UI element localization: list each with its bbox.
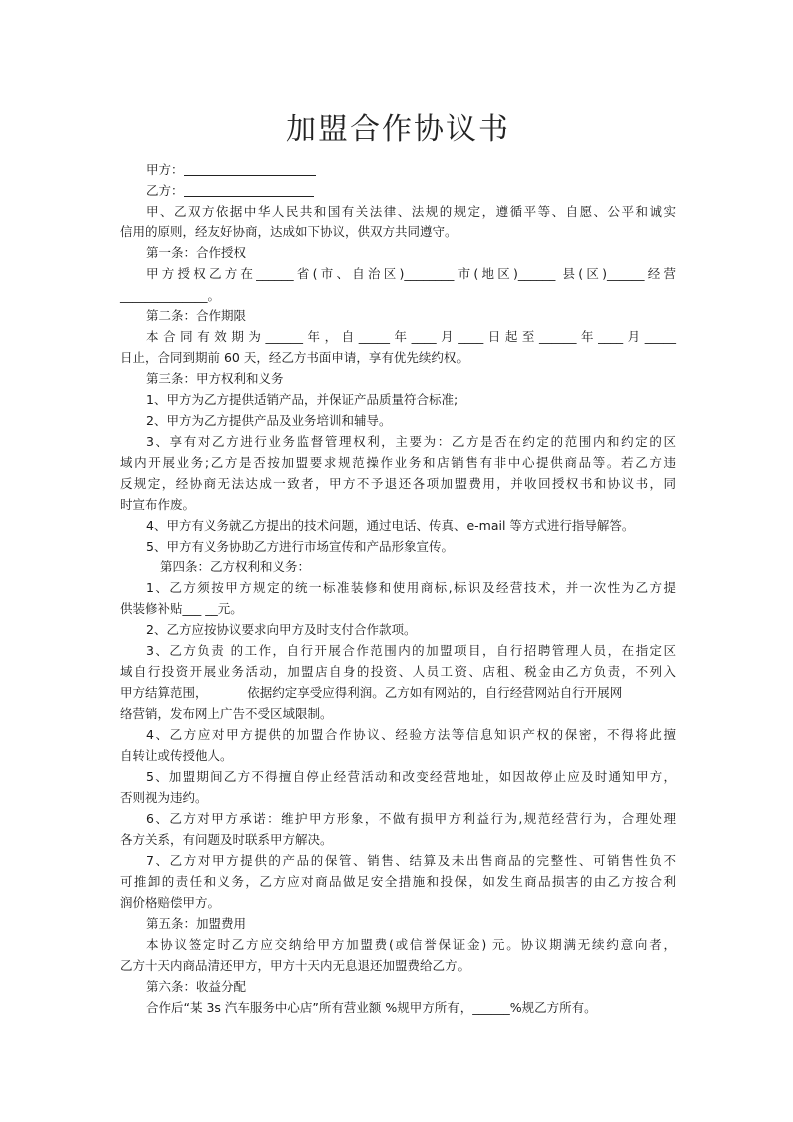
article-4-item-6-cont: 各方关系，有问题及时联系甲方解决。 xyxy=(120,832,333,847)
article-2-text: 本合同有效期为______年，自_____年____月____日起至______年____月_____ xyxy=(146,329,676,344)
article-3-item-4: 4、甲方有义务就乙方提出的技术问题，通过电话、传真、e-mail 等方式进行指导解答。 xyxy=(146,518,635,533)
article-4-item-3-cont-1: 域自行投资开展业务活动，加盟店自身的投资、人员工资、店租、税金由乙方负责，不列入 xyxy=(120,664,676,679)
article-6-heading: 第六条：收益分配 xyxy=(146,979,247,994)
article-4-item-7-cont-2: 润价格赔偿甲方。 xyxy=(120,895,221,910)
article-4-heading: 第四条：乙方权利和义务： xyxy=(160,559,311,574)
article-4-item-6: 6、乙方对甲方承诺：维护甲方形象，不做有损甲方利益行为,规范经营行为，合理处理 xyxy=(146,811,676,826)
article-4-item-1: 1、乙方须按甲方规定的统一标准装修和使用商标,标识及经营技术，并一次性为乙方提 xyxy=(146,580,676,595)
article-4-item-5: 5、加盟期间乙方不得擅自停止经营活动和改变经营地址，如因故停止应及时通知甲方， xyxy=(146,769,676,784)
article-2-text-cont: 日止，合同到期前 60 天，经乙方书面申请，享有优先续约权。 xyxy=(120,350,469,365)
article-4-item-3-cont-3: 络营销，发布网上广告不受区域限制。 xyxy=(120,706,333,721)
preamble-line-2: 信用的原则，经友好协商，达成如下协议，供双方共同遵守。 xyxy=(120,224,458,239)
article-4-item-1-cont: 供装修补贴___ __元。 xyxy=(120,601,243,616)
article-3-item-5: 5、甲方有义务协助乙方进行市场宣传和产品形象宣传。 xyxy=(146,539,454,554)
article-3-item-3-cont-1: 域内开展业务;乙方是否按加盟要求规范操作业务和店销售有非中心提供商品等。若乙方违 xyxy=(120,455,676,470)
article-4-item-4-cont: 自转让或传授他人。 xyxy=(120,748,233,763)
party-a-blank xyxy=(184,162,316,176)
article-4-item-4: 4、乙方应对甲方提供的加盟合作协议、经验方法等信息知识产权的保密，不得将此擅 xyxy=(146,727,676,742)
article-3-item-3: 3、享有对乙方进行业务监督管理权利，主要为：乙方是否在约定的范围内和约定的区 xyxy=(146,434,676,449)
article-5-text-cont: 乙方十天内商品清还甲方，甲方十天内无息退还加盟费给乙方。 xyxy=(120,958,471,973)
article-4-item-2: 2、乙方应按协议要求向甲方及时支付合作款项。 xyxy=(146,622,417,637)
article-4-item-7-cont-1: 可推卸的责任和义务，乙方应对商品做足安全措施和投保，如发生商品损害的由乙方按合利 xyxy=(120,874,676,889)
party-b-line xyxy=(120,181,676,201)
article-2-heading: 第二条：合作期限 xyxy=(146,308,247,323)
article-4-item-3-cont-2: 甲方结算范围， 依据约定享受应得利润。乙方如有网站的，自行经营网站自行开展网 xyxy=(120,685,623,700)
article-5-text: 本协议签定时乙方应交纳给甲方加盟费(或信誉保证金) 元。协议期满无续约意向者， xyxy=(146,937,676,952)
article-3-heading: 第三条：甲方权利和义务 xyxy=(146,371,284,386)
party-b-blank xyxy=(184,183,314,197)
article-1-heading: 第一条：合作授权 xyxy=(146,245,247,260)
article-1-text-cont: ______________。 xyxy=(120,288,221,303)
party-b-label: 乙方： xyxy=(146,183,184,198)
article-3-item-3-cont-2: 反规定，经协商无法达成一致者，甲方不予退还各项加盟费用，并收回授权书和协议书，同 xyxy=(120,476,676,491)
article-6-text: 合作后“某 3s 汽车服务中心店”所有营业额 %规甲方所有，______%规乙方所有。 xyxy=(146,1000,597,1015)
article-1-text: 甲方授权乙方在______省(市、自治区)________市(地区)______ 县(区)______经营 xyxy=(146,266,676,281)
article-4-item-3: 3、乙方负责 的工作，自行开展合作范围内的加盟项目，自行招聘管理人员，在指定区 xyxy=(146,643,676,658)
article-3-item-1: 1、甲方为乙方提供适销产品，并保证产品质量符合标准; xyxy=(146,392,459,407)
article-3-item-2: 2、甲方为乙方提供产品及业务培训和辅导。 xyxy=(146,413,392,428)
article-4-item-7: 7、乙方对甲方提供的产品的保管、销售、结算及未出售商品的完整性、可销售性负不 xyxy=(146,853,676,868)
party-a-label: 甲方： xyxy=(146,162,184,177)
party-a-line xyxy=(120,160,676,180)
article-4-item-5-cont: 否则视为违约。 xyxy=(120,790,208,805)
preamble-line-1: 甲、乙双方依据中华人民共和国有关法律、法规的规定，遵循平等、自愿、公平和诚实 xyxy=(146,204,676,219)
document-title: 加盟合作协议书 xyxy=(286,112,510,147)
article-3-item-3-cont-3: 时宣布作废。 xyxy=(120,497,196,512)
article-5-heading: 第五条：加盟费用 xyxy=(146,916,247,931)
